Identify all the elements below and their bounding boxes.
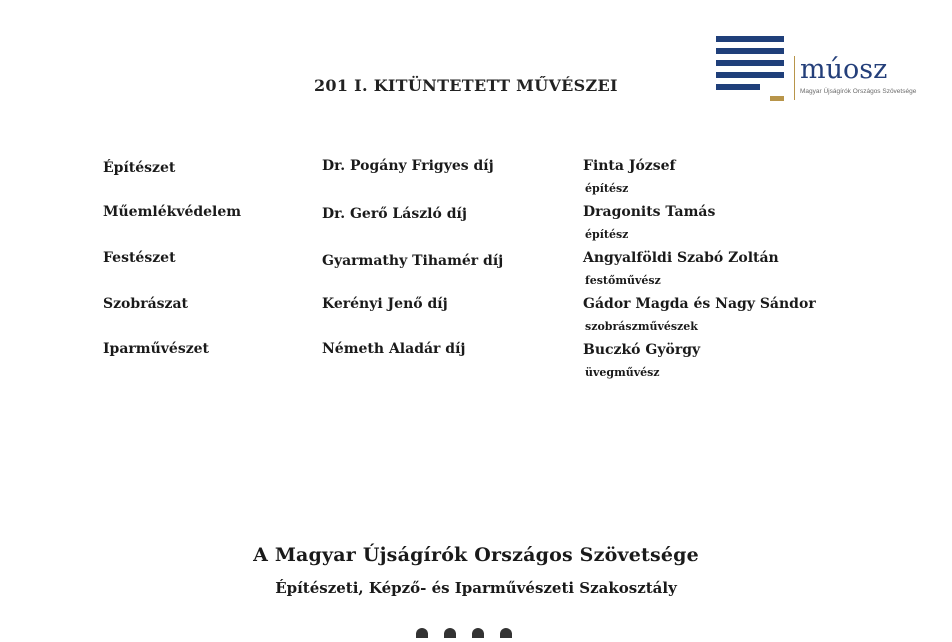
award-name: Németh Aladár díj (322, 341, 466, 357)
award-category: Építészet (103, 160, 176, 176)
section-name: Építészeti, Képző- és Iparművészeti Szakosztály (275, 579, 677, 597)
page-title: 201 I. KITÜNTETETT MŰVÉSZEI (314, 76, 618, 95)
award-winner: Finta József (583, 158, 676, 174)
muosz-logo (716, 36, 936, 106)
award-category: Festészet (103, 250, 176, 266)
award-name: Gyarmathy Tihamér díj (322, 253, 504, 269)
winner-profession: festőművész (585, 274, 661, 287)
award-winner: Buczkó György (583, 342, 701, 358)
logo-subtitle: Magyar Újságírók Országos Szövetsége (800, 88, 917, 95)
award-name: Dr. Gerő László díj (322, 206, 467, 222)
winner-profession: építész (585, 182, 629, 195)
winner-profession: építész (585, 228, 629, 241)
winner-profession: üvegművész (585, 366, 660, 379)
organization-name: A Magyar Újságírók Országos Szövetsége (253, 544, 699, 566)
award-winner: Dragonits Tamás (583, 204, 716, 220)
award-category: Műemlékvédelem (103, 204, 242, 220)
cut-off-text-fragment (416, 628, 556, 642)
award-winner: Angyalföldi Szabó Zoltán (583, 250, 779, 266)
award-name: Dr. Pogány Frigyes díj (322, 158, 494, 174)
logo-name: múosz (800, 54, 888, 85)
award-winner: Gádor Magda és Nagy Sándor (583, 296, 816, 312)
logo-stripes-icon (716, 36, 786, 102)
award-name: Kerényi Jenő díj (322, 296, 448, 312)
award-category: Iparművészet (103, 341, 210, 357)
winner-profession: szobrászművészek (585, 320, 698, 333)
award-category: Szobrászat (103, 296, 189, 312)
